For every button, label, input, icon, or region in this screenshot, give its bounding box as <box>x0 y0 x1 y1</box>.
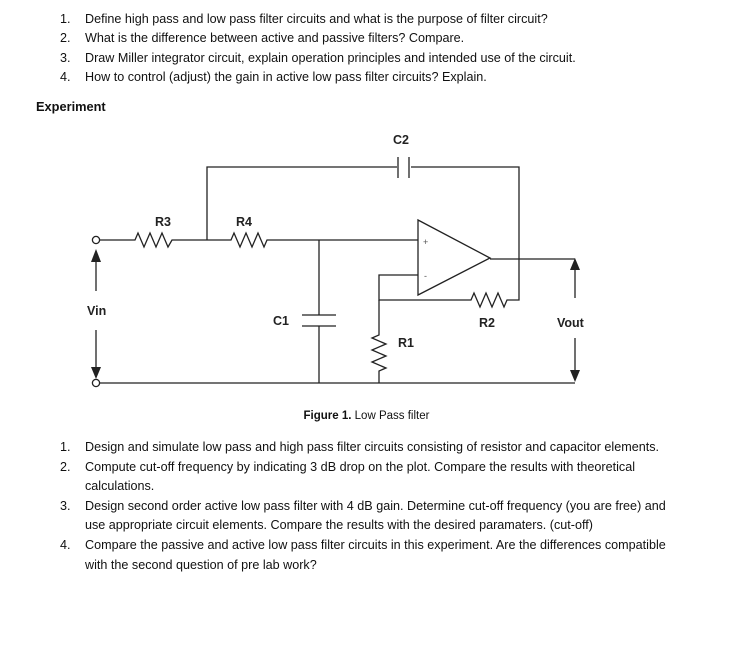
list-item <box>56 458 676 497</box>
list-number: 4. <box>60 70 71 85</box>
vout-arrowhead-up <box>570 258 580 270</box>
list-item <box>56 438 676 458</box>
task-text: Compute cut-off frequency by indicating 3 dB drop on the plot. Compare the results with theoretical calculations. <box>85 459 635 494</box>
r3-resistor <box>130 233 180 247</box>
experiment-task-list <box>56 438 676 575</box>
opamp-minus-label: - <box>424 271 427 281</box>
list-number: 1. <box>60 440 71 454</box>
wire-feedback-top <box>207 167 397 240</box>
figure-caption-text: Low Pass filter <box>351 410 430 422</box>
opamp-triangle <box>418 220 490 295</box>
c2-capacitor-plates <box>398 157 409 178</box>
vin-arrowhead-up <box>91 249 101 262</box>
figure-caption <box>0 410 733 422</box>
list-number: 4. <box>60 537 71 552</box>
question-text: Draw Miller integrator circuit, explain operation principles and intended use of the circuit. <box>85 50 576 65</box>
list-number: 3. <box>60 50 71 65</box>
r1-resistor <box>372 331 386 383</box>
vout-arrowhead-down <box>570 370 580 382</box>
wire-inverting-input <box>379 275 467 300</box>
task-text: Design and simulate low pass and high pass filter circuits consisting of resistor and capacitor elements. <box>85 440 659 454</box>
vout-label: Vout <box>557 316 584 330</box>
list-number: 3. <box>60 498 71 513</box>
list-number: 1. <box>60 12 71 26</box>
input-terminal <box>92 236 99 243</box>
r3-label: R3 <box>155 215 171 229</box>
vin-arrowhead-down <box>91 367 101 379</box>
ground-terminal <box>92 379 99 386</box>
question-text: How to control (adjust) the gain in active low pass filter circuits? Explain. <box>85 70 487 85</box>
vin-label: Vin <box>87 304 107 318</box>
r1-label: R1 <box>398 336 414 350</box>
list-number: 2. <box>60 31 71 46</box>
r2-label: R2 <box>479 316 495 330</box>
list-item <box>56 497 676 536</box>
task-text: Design second order active low pass filter with 4 dB gain. Determine cut-off frequency (you are free) and use appropriate circuit elements. Compare the results with the desired paramaters. (cut-off) <box>85 498 666 533</box>
question-text: What is the difference between active and passive filters? Compare. <box>85 31 465 46</box>
list-number: 2. <box>60 459 71 474</box>
c2-label: C2 <box>393 133 409 147</box>
figure-caption-number: Figure 1. <box>303 410 352 422</box>
c1-label: C1 <box>273 314 289 328</box>
r4-label: R4 <box>236 215 252 229</box>
opamp-plus-label: + <box>423 237 429 247</box>
question-text: Define high pass and low pass filter circuits and what is the purpose of filter circuit? <box>85 12 548 26</box>
task-text: Compare the passive and active low pass filter circuits in this experiment. Are the differences compatible with the second question of pre lab work? <box>85 537 666 572</box>
list-item <box>56 536 676 575</box>
r4-resistor <box>227 233 275 247</box>
c1-capacitor-plates <box>302 315 336 326</box>
section-heading: Experiment <box>36 99 106 114</box>
